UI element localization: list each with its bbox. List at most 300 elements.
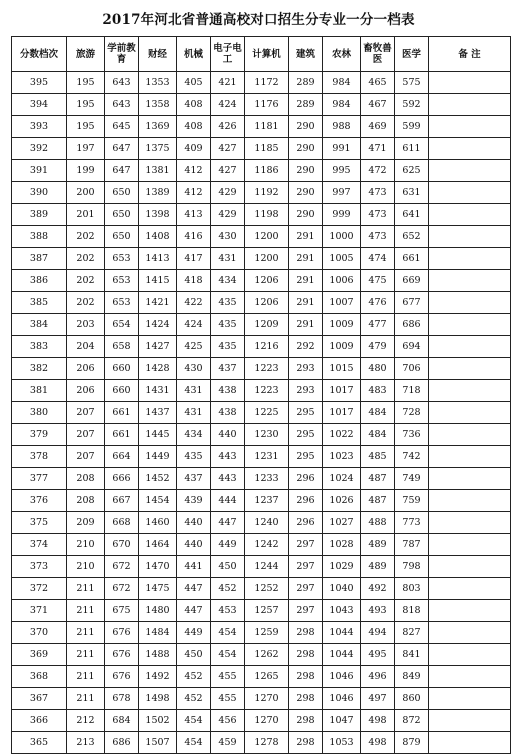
table-cell: 476 [361,292,395,314]
table-cell: 1027 [323,512,361,534]
table-row [12,358,511,380]
table-cell: 1225 [245,402,289,424]
table-cell: 429 [211,182,245,204]
table-cell: 484 [361,424,395,446]
score-level-cell: 385 [12,292,67,314]
table-cell: 291 [289,314,323,336]
table-cell: 465 [361,72,395,94]
table-cell: 447 [177,600,211,622]
table-cell: 497 [361,688,395,710]
table-cell: 195 [67,72,105,94]
table-row [12,424,511,446]
table-cell: 592 [395,94,429,116]
table-cell: 1358 [139,94,177,116]
table-row [12,336,511,358]
table-row [12,248,511,270]
table-cell: 1053 [323,732,361,754]
table-cell: 469 [361,116,395,138]
table-cell: 452 [177,688,211,710]
table-cell: 437 [211,358,245,380]
remarks-cell [429,534,511,556]
table-cell: 431 [211,248,245,270]
table-row [12,600,511,622]
table-cell: 213 [67,732,105,754]
table-cell: 736 [395,424,429,446]
table-cell: 455 [211,666,245,688]
table-cell: 1427 [139,336,177,358]
table-cell: 1413 [139,248,177,270]
table-cell: 452 [177,666,211,688]
table-cell: 1449 [139,446,177,468]
header-electronics: 电子电工 [211,37,245,72]
table-cell: 291 [289,248,323,270]
table-cell: 995 [323,160,361,182]
table-row [12,556,511,578]
table-cell: 467 [361,94,395,116]
table-cell: 452 [211,578,245,600]
table-cell: 625 [395,160,429,182]
header-agriculture-forestry: 农林 [323,37,361,72]
table-cell: 1480 [139,600,177,622]
table-cell: 1223 [245,358,289,380]
table-cell: 291 [289,270,323,292]
table-cell: 208 [67,490,105,512]
table-cell: 292 [289,336,323,358]
table-cell: 658 [105,336,139,358]
table-cell: 416 [177,226,211,248]
remarks-cell [429,160,511,182]
table-cell: 1484 [139,622,177,644]
table-cell: 421 [211,72,245,94]
remarks-cell [429,732,511,754]
table-cell: 484 [361,402,395,424]
score-level-cell: 395 [12,72,67,94]
table-cell: 1047 [323,710,361,732]
table-cell: 298 [289,688,323,710]
table-cell: 645 [105,116,139,138]
table-cell: 1488 [139,644,177,666]
table-cell: 477 [361,314,395,336]
table-row [12,116,511,138]
table-cell: 1240 [245,512,289,534]
table-cell: 447 [177,578,211,600]
table-cell: 440 [211,424,245,446]
table-cell: 1454 [139,490,177,512]
table-cell: 1424 [139,314,177,336]
table-cell: 759 [395,490,429,512]
remarks-cell [429,578,511,600]
table-cell: 211 [67,644,105,666]
table-cell: 474 [361,248,395,270]
table-cell: 211 [67,622,105,644]
table-cell: 1257 [245,600,289,622]
table-cell: 1475 [139,578,177,600]
table-cell: 295 [289,402,323,424]
table-cell: 495 [361,644,395,666]
table-cell: 841 [395,644,429,666]
table-cell: 1233 [245,468,289,490]
table-row [12,380,511,402]
table-cell: 661 [105,424,139,446]
table-cell: 435 [177,446,211,468]
table-cell: 412 [177,182,211,204]
table-cell: 1206 [245,292,289,314]
table-cell: 480 [361,358,395,380]
table-cell: 295 [289,424,323,446]
remarks-cell [429,248,511,270]
table-cell: 1445 [139,424,177,446]
table-cell: 1022 [323,424,361,446]
table-cell: 1046 [323,666,361,688]
score-level-cell: 392 [12,138,67,160]
score-level-cell: 377 [12,468,67,490]
table-cell: 211 [67,600,105,622]
remarks-cell [429,644,511,666]
table-cell: 575 [395,72,429,94]
table-cell: 660 [105,380,139,402]
table-cell: 1492 [139,666,177,688]
table-cell: 849 [395,666,429,688]
table-cell: 1408 [139,226,177,248]
table-row [12,226,511,248]
header-remarks: 备 注 [429,37,511,72]
table-cell: 435 [211,314,245,336]
table-cell: 449 [177,622,211,644]
table-cell: 206 [67,358,105,380]
table-cell: 787 [395,534,429,556]
table-cell: 1398 [139,204,177,226]
table-cell: 631 [395,182,429,204]
table-cell: 1237 [245,490,289,512]
score-level-cell: 383 [12,336,67,358]
table-cell: 483 [361,380,395,402]
table-cell: 1278 [245,732,289,754]
table-cell: 1389 [139,182,177,204]
table-cell: 1415 [139,270,177,292]
table-cell: 207 [67,446,105,468]
table-cell: 1460 [139,512,177,534]
table-cell: 1270 [245,688,289,710]
remarks-cell [429,314,511,336]
table-cell: 749 [395,468,429,490]
table-cell: 426 [211,116,245,138]
header-finance: 财经 [139,37,177,72]
table-cell: 498 [361,732,395,754]
table-cell: 1015 [323,358,361,380]
table-cell: 195 [67,116,105,138]
remarks-cell [429,94,511,116]
table-cell: 437 [177,468,211,490]
table-row [12,204,511,226]
table-cell: 434 [211,270,245,292]
table-cell: 489 [361,556,395,578]
table-cell: 1181 [245,116,289,138]
table-cell: 447 [211,512,245,534]
table-cell: 210 [67,556,105,578]
table-cell: 413 [177,204,211,226]
table-row [12,270,511,292]
header-computer: 计算机 [245,37,289,72]
score-level-cell: 380 [12,402,67,424]
remarks-cell [429,402,511,424]
table-cell: 599 [395,116,429,138]
table-cell: 1023 [323,446,361,468]
table-cell: 438 [211,402,245,424]
table-cell: 290 [289,182,323,204]
table-cell: 1431 [139,380,177,402]
table-cell: 199 [67,160,105,182]
table-cell: 1421 [139,292,177,314]
remarks-cell [429,512,511,534]
table-cell: 298 [289,710,323,732]
table-cell: 291 [289,292,323,314]
header-score-level: 分数档次 [12,37,67,72]
table-cell: 485 [361,446,395,468]
table-cell: 454 [211,622,245,644]
table-cell: 409 [177,138,211,160]
score-level-cell: 394 [12,94,67,116]
table-cell: 475 [361,270,395,292]
table-cell: 296 [289,512,323,534]
score-level-cell: 391 [12,160,67,182]
table-cell: 195 [67,94,105,116]
table-cell: 435 [211,292,245,314]
table-cell: 479 [361,336,395,358]
score-level-cell: 379 [12,424,67,446]
table-cell: 652 [395,226,429,248]
table-cell: 440 [177,534,211,556]
score-level-cell: 373 [12,556,67,578]
table-cell: 430 [177,358,211,380]
table-cell: 459 [211,732,245,754]
table-cell: 718 [395,380,429,402]
remarks-cell [429,688,511,710]
table-cell: 668 [105,512,139,534]
table-cell: 289 [289,94,323,116]
table-cell: 210 [67,534,105,556]
remarks-cell [429,270,511,292]
table-row [12,666,511,688]
table-cell: 297 [289,556,323,578]
table-cell: 473 [361,204,395,226]
table-cell: 211 [67,688,105,710]
table-cell: 1230 [245,424,289,446]
table-cell: 1186 [245,160,289,182]
table-row [12,644,511,666]
table-cell: 472 [361,160,395,182]
table-cell: 694 [395,336,429,358]
remarks-cell [429,468,511,490]
table-cell: 684 [105,710,139,732]
table-cell: 1006 [323,270,361,292]
table-cell: 611 [395,138,429,160]
table-cell: 498 [361,710,395,732]
table-cell: 672 [105,578,139,600]
table-cell: 742 [395,446,429,468]
table-cell: 686 [395,314,429,336]
score-level-cell: 387 [12,248,67,270]
table-cell: 803 [395,578,429,600]
table-cell: 1007 [323,292,361,314]
table-cell: 489 [361,534,395,556]
table-cell: 997 [323,182,361,204]
remarks-cell [429,116,511,138]
table-header-row [12,37,511,72]
table-cell: 418 [177,270,211,292]
table-cell: 444 [211,490,245,512]
table-cell: 427 [211,138,245,160]
table-cell: 296 [289,468,323,490]
score-level-cell: 370 [12,622,67,644]
table-cell: 295 [289,446,323,468]
table-cell: 773 [395,512,429,534]
table-cell: 1024 [323,468,361,490]
table-cell: 1265 [245,666,289,688]
table-row [12,160,511,182]
table-cell: 670 [105,534,139,556]
table-cell: 1026 [323,490,361,512]
remarks-cell [429,226,511,248]
table-cell: 1252 [245,578,289,600]
table-cell: 453 [211,600,245,622]
table-cell: 1206 [245,270,289,292]
header-tourism: 旅游 [67,37,105,72]
table-cell: 425 [177,336,211,358]
table-cell: 667 [105,490,139,512]
table-cell: 1464 [139,534,177,556]
table-cell: 653 [105,270,139,292]
header-preschool-education: 学前教育 [105,37,139,72]
table-cell: 422 [177,292,211,314]
table-cell: 454 [211,644,245,666]
score-rank-table [11,36,511,754]
table-cell: 293 [289,358,323,380]
table-cell: 450 [211,556,245,578]
table-cell: 991 [323,138,361,160]
score-level-cell: 367 [12,688,67,710]
table-cell: 291 [289,226,323,248]
remarks-cell [429,336,511,358]
table-cell: 290 [289,160,323,182]
table-row [12,182,511,204]
table-cell: 487 [361,468,395,490]
table-cell: 296 [289,490,323,512]
table-cell: 1242 [245,534,289,556]
score-level-cell: 376 [12,490,67,512]
table-cell: 1244 [245,556,289,578]
table-cell: 1209 [245,314,289,336]
table-cell: 408 [177,116,211,138]
table-cell: 1043 [323,600,361,622]
table-cell: 1009 [323,314,361,336]
table-cell: 298 [289,666,323,688]
table-cell: 438 [211,380,245,402]
table-cell: 431 [177,380,211,402]
table-cell: 1507 [139,732,177,754]
table-body [12,72,511,754]
table-cell: 664 [105,446,139,468]
table-cell: 1172 [245,72,289,94]
table-cell: 1009 [323,336,361,358]
table-cell: 1381 [139,160,177,182]
table-cell: 1028 [323,534,361,556]
table-row [12,622,511,644]
table-cell: 431 [177,402,211,424]
table-cell: 201 [67,204,105,226]
score-level-cell: 390 [12,182,67,204]
remarks-cell [429,292,511,314]
table-cell: 666 [105,468,139,490]
table-cell: 297 [289,534,323,556]
remarks-cell [429,204,511,226]
table-cell: 1185 [245,138,289,160]
table-cell: 297 [289,600,323,622]
table-cell: 1498 [139,688,177,710]
table-cell: 417 [177,248,211,270]
table-cell: 496 [361,666,395,688]
table-cell: 1375 [139,138,177,160]
table-cell: 440 [177,512,211,534]
header-architecture: 建筑 [289,37,323,72]
table-cell: 202 [67,248,105,270]
table-cell: 455 [211,688,245,710]
table-row [12,72,511,94]
table-cell: 879 [395,732,429,754]
table-cell: 818 [395,600,429,622]
score-level-cell: 375 [12,512,67,534]
table-cell: 202 [67,292,105,314]
score-level-cell: 384 [12,314,67,336]
score-level-cell: 386 [12,270,67,292]
table-cell: 207 [67,402,105,424]
table-row [12,688,511,710]
table-cell: 1176 [245,94,289,116]
score-level-cell: 374 [12,534,67,556]
remarks-cell [429,490,511,512]
table-cell: 494 [361,622,395,644]
table-cell: 488 [361,512,395,534]
table-cell: 984 [323,72,361,94]
table-cell: 456 [211,710,245,732]
table-cell: 643 [105,94,139,116]
score-level-cell: 378 [12,446,67,468]
table-cell: 202 [67,270,105,292]
table-cell: 860 [395,688,429,710]
table-cell: 827 [395,622,429,644]
table-row [12,292,511,314]
table-cell: 439 [177,490,211,512]
table-cell: 454 [177,732,211,754]
table-cell: 1231 [245,446,289,468]
table-cell: 441 [177,556,211,578]
table-cell: 1192 [245,182,289,204]
header-medicine: 医学 [395,37,429,72]
table-cell: 424 [177,314,211,336]
table-cell: 650 [105,182,139,204]
table-cell: 999 [323,204,361,226]
table-cell: 1262 [245,644,289,666]
table-cell: 212 [67,710,105,732]
table-cell: 650 [105,226,139,248]
table-cell: 676 [105,666,139,688]
table-cell: 408 [177,94,211,116]
score-level-cell: 368 [12,666,67,688]
table-cell: 1046 [323,688,361,710]
table-cell: 650 [105,204,139,226]
table-cell: 211 [67,578,105,600]
table-cell: 643 [105,72,139,94]
remarks-cell [429,72,511,94]
